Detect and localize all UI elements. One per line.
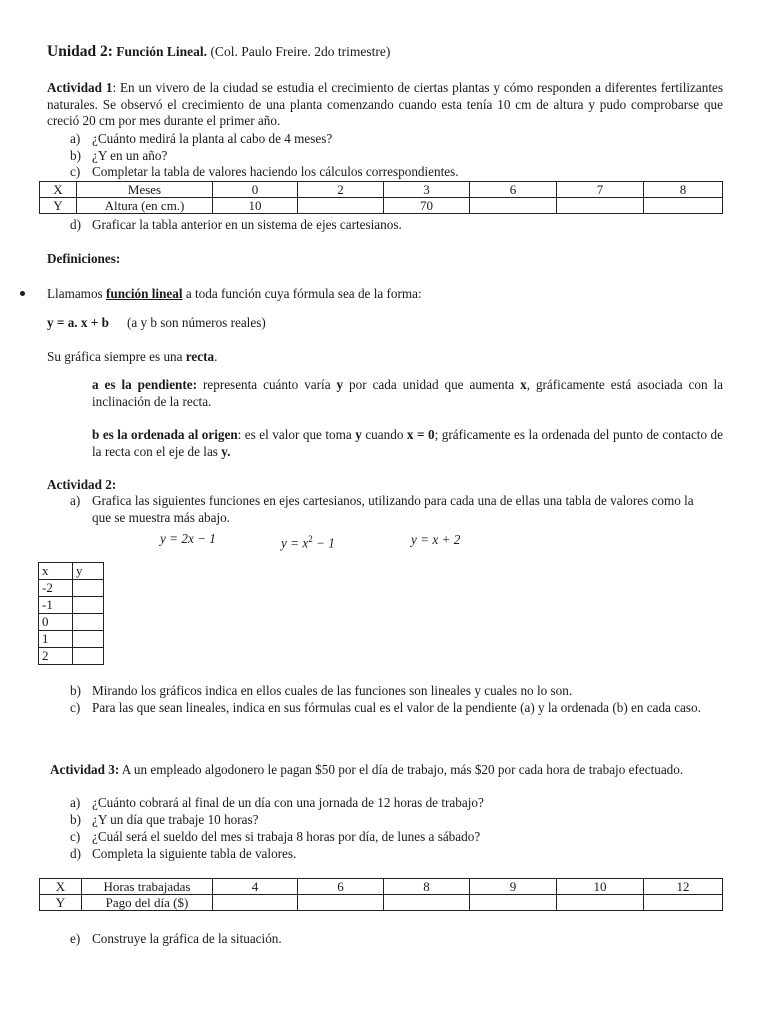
table-cell: 1 bbox=[39, 631, 73, 648]
table-cell bbox=[73, 648, 104, 665]
activity3-item-e: e) Construye la gráfica de la situación. bbox=[70, 931, 282, 946]
values-table bbox=[38, 562, 104, 665]
table-cell: 9 bbox=[470, 879, 557, 895]
table-cell bbox=[384, 895, 470, 911]
table-row bbox=[39, 563, 104, 580]
table-row bbox=[40, 182, 723, 198]
table-cell bbox=[557, 198, 644, 214]
table-cell bbox=[298, 198, 384, 214]
table-cell bbox=[73, 614, 104, 631]
activity1-paragraph bbox=[47, 80, 723, 130]
table-row bbox=[40, 198, 723, 214]
activity3-item-a: a) ¿Cuánto cobrará al final de un día con una jornada de 12 horas de trabajo? bbox=[70, 795, 484, 810]
function-2: $y = x^2 - 1$ bbox=[281, 534, 335, 551]
table-cell bbox=[298, 895, 384, 911]
activity3-paragraph: Actividad 3: A un empleado algodonero le pagan $50 por el día de trabajo, más $20 por cada hora de trabajo efectuado. bbox=[50, 762, 684, 777]
table-cell: 0 bbox=[39, 614, 73, 631]
table-row bbox=[40, 879, 723, 895]
table-cell: Meses bbox=[77, 182, 213, 198]
table-cell: 8 bbox=[384, 879, 470, 895]
table-cell: 12 bbox=[644, 879, 723, 895]
table-row bbox=[39, 614, 104, 631]
table-cell: X bbox=[40, 879, 82, 895]
activity3-table bbox=[39, 878, 723, 911]
activity3-item-d: d) Completa la siguiente tabla de valores. bbox=[70, 846, 297, 861]
activity1-item-a: a) ¿Cuánto medirá la planta al cabo de 4 meses? bbox=[70, 131, 333, 146]
table-cell: Horas trabajadas bbox=[82, 879, 213, 895]
bullet-icon bbox=[20, 291, 25, 296]
activity2-item-a: a) Grafica las siguientes funciones en ejes cartesianos, utilizando para cada una de ellas una tabla de valores como la que se muestra más abajo. bbox=[70, 493, 694, 525]
table-cell: -1 bbox=[39, 597, 73, 614]
table-cell: 0 bbox=[213, 182, 298, 198]
activity1-item-b: b) ¿Y en un año? bbox=[70, 148, 168, 163]
table-cell: Pago del día ($) bbox=[82, 895, 213, 911]
table-cell bbox=[644, 198, 723, 214]
activity3-item-b: b) ¿Y un día que trabaje 10 horas? bbox=[70, 812, 259, 827]
table-cell: 10 bbox=[557, 879, 644, 895]
table-cell: 7 bbox=[557, 182, 644, 198]
table-cell: 8 bbox=[644, 182, 723, 198]
activity3-item-c: c) ¿Cuál será el sueldo del mes si trabaja 8 horas por día, de lunes a sábado? bbox=[70, 829, 481, 844]
table-cell: 10 bbox=[213, 198, 298, 214]
table-cell bbox=[213, 895, 298, 911]
school-label: (Col. Paulo Freire. 2do trimestre) bbox=[210, 44, 391, 59]
table-cell: Altura (en cm.) bbox=[77, 198, 213, 214]
table-cell bbox=[470, 198, 557, 214]
activity1-table bbox=[39, 181, 723, 214]
table-cell bbox=[73, 631, 104, 648]
slope-definition: a es la pendiente: representa cuánto varía y por cada unidad que aumenta x, gráficamente está asociada con la inclinación de la recta. bbox=[92, 377, 724, 409]
table-cell: 3 bbox=[384, 182, 470, 198]
table-cell: Y bbox=[40, 198, 77, 214]
graph-definition: Su gráfica siempre es una recta. bbox=[47, 349, 218, 364]
unit-label: Unidad 2: bbox=[47, 43, 113, 60]
activity1-item-c: c) Completar la tabla de valores haciendo los cálculos correspondientes. bbox=[70, 164, 459, 179]
topic-label: Función Lineal. bbox=[116, 44, 208, 59]
activity2-item-b: b) Mirando los gráficos indica en ellos cuales de las funciones son lineales y cuales no lo son. bbox=[70, 683, 573, 698]
table-row bbox=[39, 580, 104, 597]
table-cell: 6 bbox=[298, 879, 384, 895]
table-cell: Y bbox=[40, 895, 82, 911]
function-3: y = x + 2 bbox=[411, 532, 461, 547]
table-cell bbox=[470, 895, 557, 911]
table-cell: -2 bbox=[39, 580, 73, 597]
activity1-label: Actividad 1 bbox=[47, 80, 113, 95]
table-cell bbox=[557, 895, 644, 911]
table-cell: 2 bbox=[298, 182, 384, 198]
table-row bbox=[39, 597, 104, 614]
table-cell bbox=[73, 597, 104, 614]
function-1: y = 2x − 1 bbox=[160, 531, 216, 546]
table-cell bbox=[644, 895, 723, 911]
linear-formula: y = a. x + b (a y b son números reales) bbox=[47, 315, 266, 330]
table-cell: X bbox=[40, 182, 77, 198]
table-row bbox=[39, 648, 104, 665]
table-cell: 6 bbox=[470, 182, 557, 198]
activity3-label: Actividad 3: bbox=[50, 762, 120, 777]
table-cell bbox=[73, 580, 104, 597]
table-cell: 2 bbox=[39, 648, 73, 665]
definitions-heading: Definiciones: bbox=[47, 251, 121, 266]
intercept-definition: b es la ordenada al origen: es el valor que toma y cuando x = 0; gráficamente es la ordenada del punto de contacto de la recta con el eje de las y. bbox=[92, 427, 724, 459]
table-row bbox=[40, 895, 723, 911]
table-cell: 70 bbox=[384, 198, 470, 214]
page-title bbox=[47, 44, 390, 61]
table-cell: x bbox=[39, 563, 73, 580]
activity2-item-c: c) Para las que sean lineales, indica en sus fórmulas cual es el valor de la pendiente (a) y la ordenada (b) en cada caso. bbox=[70, 700, 701, 715]
definition-bullet: Llamamos función lineal a toda función cuya fórmula sea de la forma: bbox=[47, 286, 422, 301]
table-row bbox=[39, 631, 104, 648]
table-cell: y bbox=[73, 563, 104, 580]
activity2-heading: Actividad 2: bbox=[47, 477, 117, 492]
table-cell: 4 bbox=[213, 879, 298, 895]
activity1-item-d: d) Graficar la tabla anterior en un sistema de ejes cartesianos. bbox=[70, 217, 402, 232]
activity1-text: : En un vivero de la ciudad se estudia el crecimiento de ciertas plantas y cómo responden a diferentes fertilizantes naturales. Se observó el crecimiento de una planta comenzando cuando esta tenía 10 cm de altura y pudo comprobarse que creció 20 cm por mes durante el primer año. bbox=[47, 80, 724, 128]
